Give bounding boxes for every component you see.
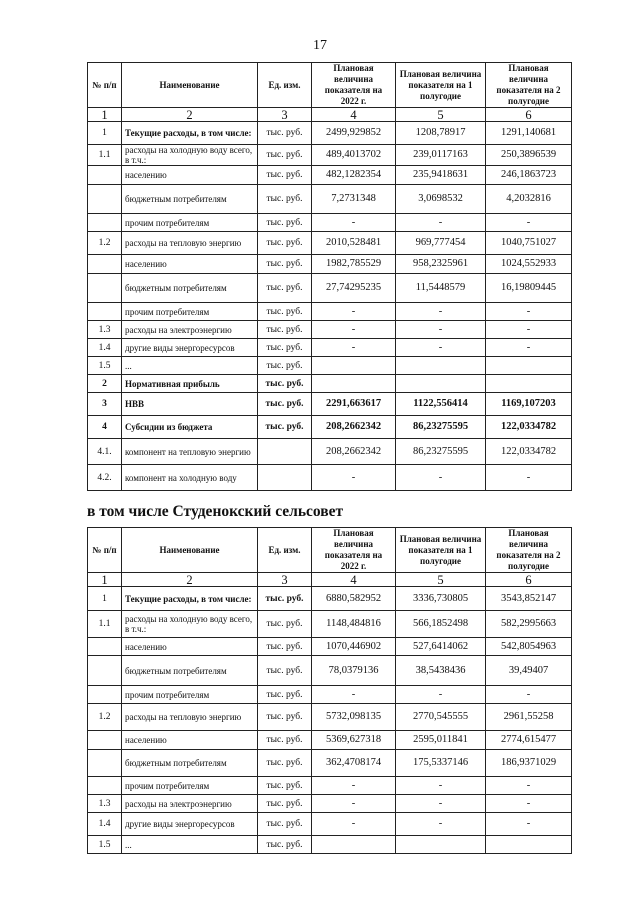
value-half-2 <box>486 836 572 854</box>
column-number: 4 <box>312 108 396 122</box>
table-header-row <box>88 528 572 573</box>
column-number: 3 <box>258 108 312 122</box>
row-number: 4.1. <box>88 439 122 465</box>
value-2022 <box>312 375 396 393</box>
value-half-2: - <box>486 339 572 357</box>
row-name: населению <box>122 731 258 750</box>
value-2022: - <box>312 795 396 813</box>
value-half-2: 542,8054963 <box>486 638 572 656</box>
row-unit: тыс. руб. <box>258 185 312 214</box>
row-number: 1.1 <box>88 611 122 638</box>
table-row <box>88 731 572 750</box>
value-half-2: - <box>486 214 572 232</box>
page-number: 17 <box>313 38 327 53</box>
value-2022: 6880,582952 <box>312 587 396 611</box>
value-2022: - <box>312 214 396 232</box>
value-2022: 489,4013702 <box>312 145 396 166</box>
table-row <box>88 393 572 416</box>
table-row <box>88 750 572 777</box>
value-half-2: 3543,852147 <box>486 587 572 611</box>
value-half-1: 2770,545555 <box>396 704 486 731</box>
value-half-1: - <box>396 339 486 357</box>
value-half-2: 250,3896539 <box>486 145 572 166</box>
col-header-name: Наименование <box>122 63 258 108</box>
row-number: 1.2 <box>88 232 122 255</box>
value-half-1 <box>396 357 486 375</box>
row-number <box>88 686 122 704</box>
planned-indicators-table <box>87 62 572 491</box>
value-2022: - <box>312 777 396 795</box>
row-unit: тыс. руб. <box>258 686 312 704</box>
row-unit <box>258 465 312 491</box>
value-2022: - <box>312 813 396 836</box>
value-half-2: 246,1863723 <box>486 166 572 185</box>
row-unit: тыс. руб. <box>258 303 312 321</box>
column-number: 1 <box>88 108 122 122</box>
row-name: ... <box>122 357 258 375</box>
value-2022 <box>312 357 396 375</box>
row-number <box>88 750 122 777</box>
value-half-2 <box>486 375 572 393</box>
table-row <box>88 704 572 731</box>
column-number: 3 <box>258 573 312 587</box>
row-name: прочим потребителям <box>122 686 258 704</box>
row-number: 2 <box>88 375 122 393</box>
row-unit: тыс. руб. <box>258 255 312 274</box>
value-half-2: - <box>486 686 572 704</box>
row-name: расходы на электроэнергию <box>122 795 258 813</box>
value-half-1: 235,9418631 <box>396 166 486 185</box>
column-number: 5 <box>396 108 486 122</box>
row-name: населению <box>122 166 258 185</box>
row-unit: тыс. руб. <box>258 166 312 185</box>
value-half-2: 16,19809445 <box>486 274 572 303</box>
row-name: НВВ <box>122 393 258 416</box>
table-row <box>88 185 572 214</box>
value-half-1: - <box>396 795 486 813</box>
value-half-1: - <box>396 465 486 491</box>
row-unit: тыс. руб. <box>258 638 312 656</box>
value-half-1: 1122,556414 <box>396 393 486 416</box>
col-header-plan-h1: Плановая величина показателя на 1 полугодие <box>396 528 486 573</box>
row-number: 1 <box>88 122 122 145</box>
value-half-2: 4,2032816 <box>486 185 572 214</box>
row-number: 1.3 <box>88 795 122 813</box>
column-number-row <box>88 108 572 122</box>
table-row <box>88 656 572 686</box>
row-unit: тыс. руб. <box>258 375 312 393</box>
value-half-1 <box>396 375 486 393</box>
value-2022: 27,74295235 <box>312 274 396 303</box>
table-row <box>88 339 572 357</box>
value-half-2: 2961,55258 <box>486 704 572 731</box>
table-row <box>88 274 572 303</box>
value-half-2: 122,0334782 <box>486 439 572 465</box>
value-half-2: 2774,615477 <box>486 731 572 750</box>
row-name: населению <box>122 255 258 274</box>
value-2022: 5369,627318 <box>312 731 396 750</box>
row-name: другие виды энергоресурсов <box>122 339 258 357</box>
value-2022: - <box>312 686 396 704</box>
value-half-1: 38,5438436 <box>396 656 486 686</box>
value-2022: 5732,098135 <box>312 704 396 731</box>
row-name: Текущие расходы, в том числе: <box>122 122 258 145</box>
row-number: 4 <box>88 416 122 439</box>
table-row <box>88 303 572 321</box>
value-half-2: - <box>486 813 572 836</box>
table-row <box>88 255 572 274</box>
row-number: 1.1 <box>88 145 122 166</box>
table-row <box>88 375 572 393</box>
row-unit: тыс. руб. <box>258 357 312 375</box>
value-half-1: 2595,011841 <box>396 731 486 750</box>
value-2022: 2291,663617 <box>312 393 396 416</box>
row-number <box>88 214 122 232</box>
row-number: 1.5 <box>88 357 122 375</box>
row-number: 1.2 <box>88 704 122 731</box>
row-number <box>88 656 122 686</box>
value-half-1: 527,6414062 <box>396 638 486 656</box>
row-name: прочим потребителям <box>122 777 258 795</box>
value-half-2: 1024,552933 <box>486 255 572 274</box>
table-row <box>88 611 572 638</box>
value-2022: 362,4708174 <box>312 750 396 777</box>
value-half-1: 86,23275595 <box>396 439 486 465</box>
row-name: Нормативная прибыль <box>122 375 258 393</box>
row-name: бюджетным потребителям <box>122 274 258 303</box>
column-number-row <box>88 573 572 587</box>
col-header-unit: Ед. изм. <box>258 63 312 108</box>
row-unit: тыс. руб. <box>258 122 312 145</box>
col-header-plan-2022: Плановая величина показателя на 2022 г. <box>312 63 396 108</box>
value-2022: 2499,929852 <box>312 122 396 145</box>
row-number <box>88 777 122 795</box>
value-2022: 7,2731348 <box>312 185 396 214</box>
row-name: расходы на электроэнергию <box>122 321 258 339</box>
value-half-1: 3336,730805 <box>396 587 486 611</box>
row-unit: тыс. руб. <box>258 777 312 795</box>
row-number <box>88 185 122 214</box>
row-name: расходы на тепловую энергию <box>122 232 258 255</box>
value-2022: - <box>312 465 396 491</box>
table-row <box>88 836 572 854</box>
value-2022 <box>312 836 396 854</box>
row-number: 1.5 <box>88 836 122 854</box>
column-number: 5 <box>396 573 486 587</box>
value-2022: 1070,446902 <box>312 638 396 656</box>
value-half-1: 11,5448579 <box>396 274 486 303</box>
row-number: 1.3 <box>88 321 122 339</box>
row-number: 3 <box>88 393 122 416</box>
row-name: Субсидии из бюджета <box>122 416 258 439</box>
row-number <box>88 731 122 750</box>
row-unit: тыс. руб. <box>258 611 312 638</box>
table-row <box>88 439 572 465</box>
row-name: другие виды энергоресурсов <box>122 813 258 836</box>
col-header-name: Наименование <box>122 528 258 573</box>
table-row <box>88 232 572 255</box>
value-half-1 <box>396 836 486 854</box>
studenok-indicators-table <box>87 527 572 854</box>
row-name: расходы на холодную воду всего, в т.ч.: <box>122 611 258 638</box>
row-unit: тыс. руб. <box>258 274 312 303</box>
table-row <box>88 813 572 836</box>
row-number: 1.4 <box>88 813 122 836</box>
row-unit: тыс. руб. <box>258 750 312 777</box>
value-half-2: 39,49407 <box>486 656 572 686</box>
value-half-2: 582,2995663 <box>486 611 572 638</box>
table-row <box>88 321 572 339</box>
value-half-1: 1208,78917 <box>396 122 486 145</box>
row-number <box>88 274 122 303</box>
table-row <box>88 214 572 232</box>
row-unit: тыс. руб. <box>258 416 312 439</box>
row-number <box>88 255 122 274</box>
col-header-unit: Ед. изм. <box>258 528 312 573</box>
value-half-1: - <box>396 777 486 795</box>
value-half-2: - <box>486 777 572 795</box>
column-number: 2 <box>122 573 258 587</box>
row-name: расходы на тепловую энергию <box>122 704 258 731</box>
table-row <box>88 795 572 813</box>
table-row <box>88 638 572 656</box>
col-header-plan-h2: Плановая величина показателя на 2 полугодие <box>486 63 572 108</box>
value-2022: - <box>312 303 396 321</box>
value-half-2: 1040,751027 <box>486 232 572 255</box>
value-2022: - <box>312 321 396 339</box>
table-row <box>88 777 572 795</box>
value-half-2: 1291,140681 <box>486 122 572 145</box>
table-row <box>88 587 572 611</box>
table-row <box>88 166 572 185</box>
row-unit: тыс. руб. <box>258 704 312 731</box>
table-header-row <box>88 63 572 108</box>
value-half-1: - <box>396 321 486 339</box>
value-2022: - <box>312 339 396 357</box>
value-half-1: - <box>396 813 486 836</box>
value-half-2: 186,9371029 <box>486 750 572 777</box>
value-half-1: 3,0698532 <box>396 185 486 214</box>
row-unit: тыс. руб. <box>258 339 312 357</box>
row-name: прочим потребителям <box>122 214 258 232</box>
col-header-plan-h1: Плановая величина показателя на 1 полугодие <box>396 63 486 108</box>
row-unit: тыс. руб. <box>258 214 312 232</box>
row-name: бюджетным потребителям <box>122 750 258 777</box>
row-name: расходы на холодную воду всего, в т.ч.: <box>122 145 258 166</box>
row-unit <box>258 439 312 465</box>
table-row <box>88 686 572 704</box>
row-number <box>88 303 122 321</box>
col-header-number: № п/п <box>88 528 122 573</box>
row-name: компонент на тепловую энергию <box>122 439 258 465</box>
value-2022: 78,0379136 <box>312 656 396 686</box>
column-number: 2 <box>122 108 258 122</box>
value-half-2: - <box>486 303 572 321</box>
row-unit: тыс. руб. <box>258 795 312 813</box>
table-row <box>88 465 572 491</box>
value-half-1: 958,2325961 <box>396 255 486 274</box>
row-number: 1.4 <box>88 339 122 357</box>
value-half-1: 969,777454 <box>396 232 486 255</box>
value-2022: 208,2662342 <box>312 416 396 439</box>
value-half-2: - <box>486 795 572 813</box>
row-unit: тыс. руб. <box>258 656 312 686</box>
row-name: населению <box>122 638 258 656</box>
column-number: 1 <box>88 573 122 587</box>
row-unit: тыс. руб. <box>258 587 312 611</box>
row-unit: тыс. руб. <box>258 145 312 166</box>
value-half-2: 122,0334782 <box>486 416 572 439</box>
row-unit: тыс. руб. <box>258 321 312 339</box>
row-name: компонент на холодную воду <box>122 465 258 491</box>
value-half-2: 1169,107203 <box>486 393 572 416</box>
column-number: 6 <box>486 573 572 587</box>
row-number <box>88 166 122 185</box>
column-number: 6 <box>486 108 572 122</box>
value-2022: 1148,484816 <box>312 611 396 638</box>
value-half-2: - <box>486 465 572 491</box>
row-unit: тыс. руб. <box>258 813 312 836</box>
value-2022: 1982,785529 <box>312 255 396 274</box>
row-name: бюджетным потребителям <box>122 185 258 214</box>
value-2022: 2010,528481 <box>312 232 396 255</box>
row-name: бюджетным потребителям <box>122 656 258 686</box>
table-row <box>88 357 572 375</box>
row-unit: тыс. руб. <box>258 836 312 854</box>
col-header-plan-h2: Плановая величина показателя на 2 полугодие <box>486 528 572 573</box>
row-name: прочим потребителям <box>122 303 258 321</box>
row-number: 1 <box>88 587 122 611</box>
value-half-2 <box>486 357 572 375</box>
value-half-1: 239,0117163 <box>396 145 486 166</box>
value-half-1: - <box>396 214 486 232</box>
section-title: в том числе Студенокский сельсовет <box>87 503 344 520</box>
row-number: 4.2. <box>88 465 122 491</box>
row-name: Текущие расходы, в том числе: <box>122 587 258 611</box>
value-half-1: - <box>396 686 486 704</box>
table-row <box>88 145 572 166</box>
table-row <box>88 416 572 439</box>
value-2022: 208,2662342 <box>312 439 396 465</box>
value-half-1: - <box>396 303 486 321</box>
row-unit: тыс. руб. <box>258 731 312 750</box>
value-half-1: 86,23275595 <box>396 416 486 439</box>
value-2022: 482,1282354 <box>312 166 396 185</box>
row-name: ... <box>122 836 258 854</box>
col-header-number: № п/п <box>88 63 122 108</box>
col-header-plan-2022: Плановая величина показателя на 2022 г. <box>312 528 396 573</box>
row-number <box>88 638 122 656</box>
row-unit: тыс. руб. <box>258 393 312 416</box>
value-half-2: - <box>486 321 572 339</box>
value-half-1: 175,5337146 <box>396 750 486 777</box>
value-half-1: 566,1852498 <box>396 611 486 638</box>
table-row <box>88 122 572 145</box>
column-number: 4 <box>312 573 396 587</box>
row-unit: тыс. руб. <box>258 232 312 255</box>
